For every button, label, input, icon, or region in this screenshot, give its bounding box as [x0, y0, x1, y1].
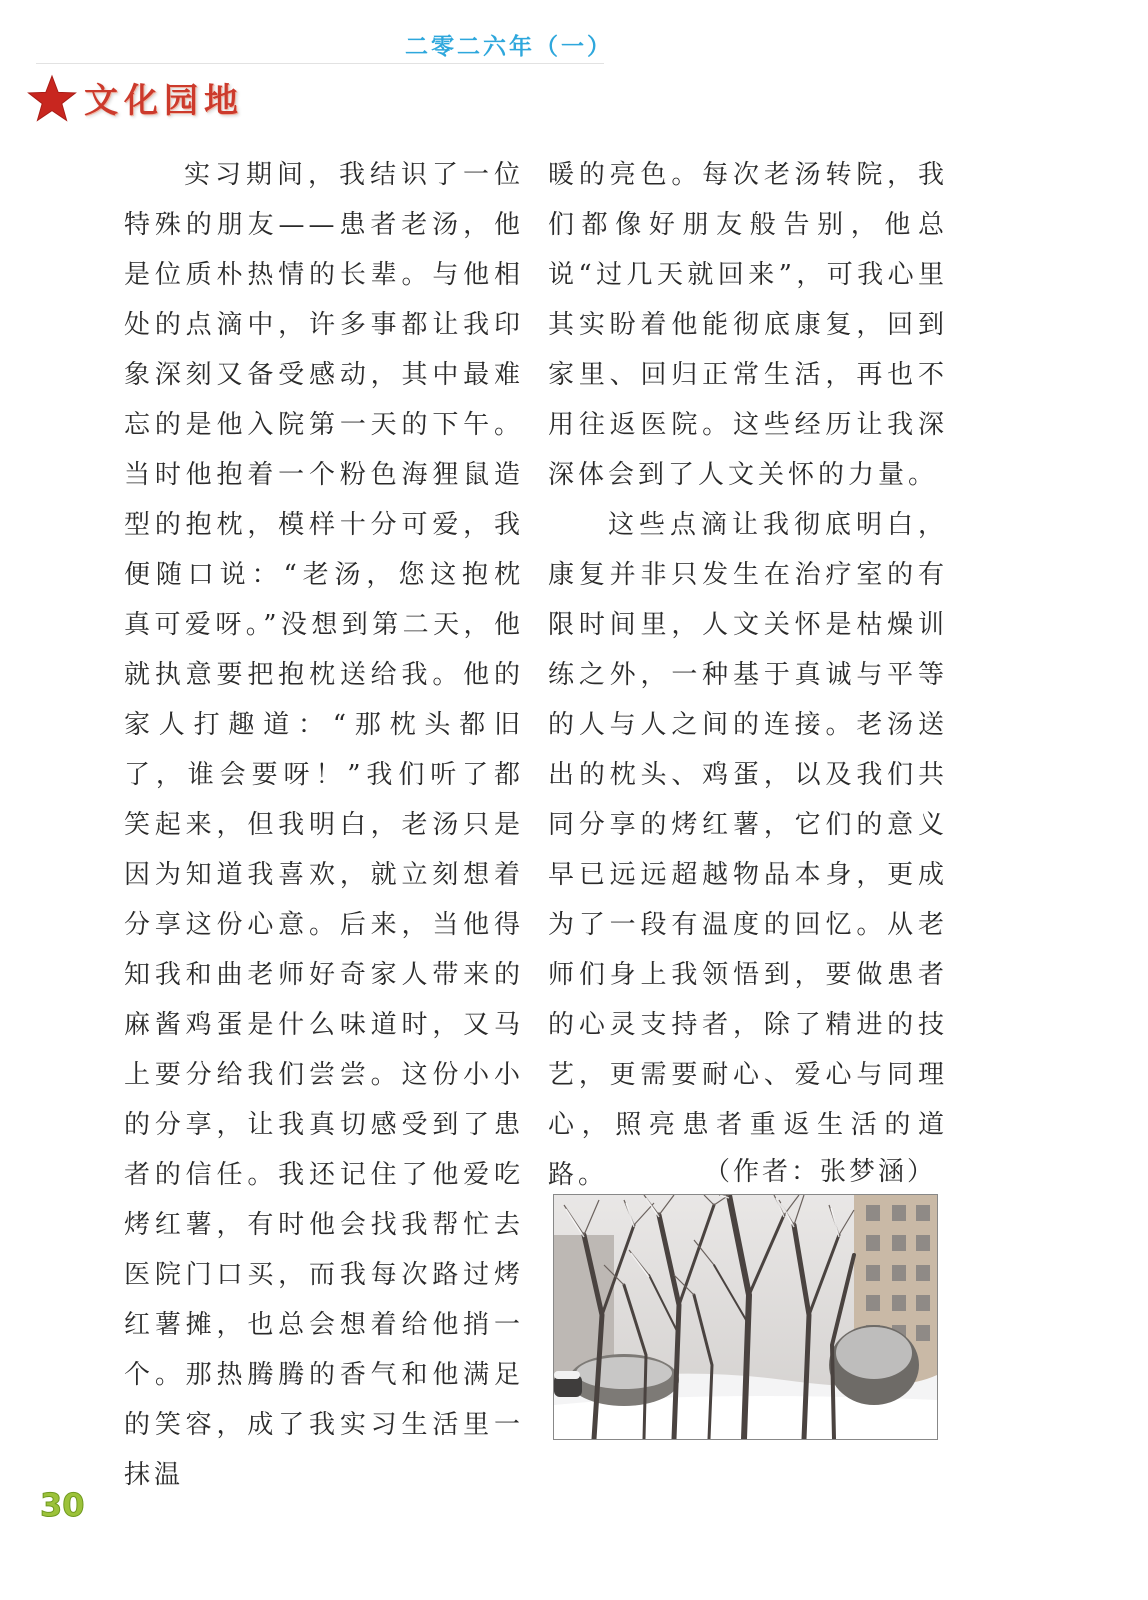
header-divider [36, 63, 604, 64]
article-right-column [548, 150, 948, 1200]
article-paragraph-1-continued: 暖的亮色。每次老汤转院，我们都像好朋友般告别，他总说“过几天就回来”，可我心里其实盼着他能彻底康复，回到家里、回归正常生活，再也不用往返医院。这些经历让我深深体会到了人文关怀的力量。 [548, 160, 948, 490]
section-title: 文化园地 [84, 81, 244, 121]
star-icon [26, 73, 78, 125]
article-paragraph-1: 实习期间，我结识了一位特殊的朋友——患者老汤，他是位质朴热情的长辈。与他相处的点滴中，许多事都让我印象深刻又备受感动，其中最难忘的是他入院第一天的下午。当时他抱着一个粉色海狸鼠造型的抱枕，模样十分可爱，我便随口说：“老汤，您这抱枕真可爱呀。”没想到第二天，他就执意要把抱枕送给我。他的家人打趣道：“那枕头都旧了，谁会要呀！”我们听了都笑起来，但我明白，老汤只是因为知道我喜欢，就立刻想着分享这份心意。后来，当他得知我和曲老师好奇家人带来的麻酱鸡蛋是什么味道时，又马上要分给我们尝尝。这份小小的分享，让我真切感受到了患者的信任。我还记住了他爱吃烤红薯，有时他会找我帮忙去医院门口买，而我每次路过烤红薯摊，也总会想着给他捎一个。那热腾腾的香气和他满足的笑容，成了我实习生活里一抹温 [124, 160, 524, 1490]
snowy-trees-photo [553, 1194, 938, 1440]
author-credit: （作者：张梦涵） [703, 1157, 936, 1187]
snowy-trees-illustration [554, 1195, 937, 1439]
page-number: 30 [40, 1486, 85, 1524]
issue-header: 二零二六年（一） [405, 34, 613, 60]
article-paragraph-2: 这些点滴让我彻底明白，康复并非只发生在治疗室的有限时间里，人文关怀是枯燥训练之外，一种基于真诚与平等的人与人之间的连接。老汤送出的枕头、鸡蛋，以及我们共同分享的烤红薯，它们的意义早已远远超越物品本身，更成为了一段有温度的回忆。从老师们身上我领悟到，要做患者的心灵支持者，除了精进的技艺，更需要耐心、爱心与同理心，照亮患者重返生活的道路。 [548, 510, 948, 1190]
article-left-column [124, 150, 524, 1500]
